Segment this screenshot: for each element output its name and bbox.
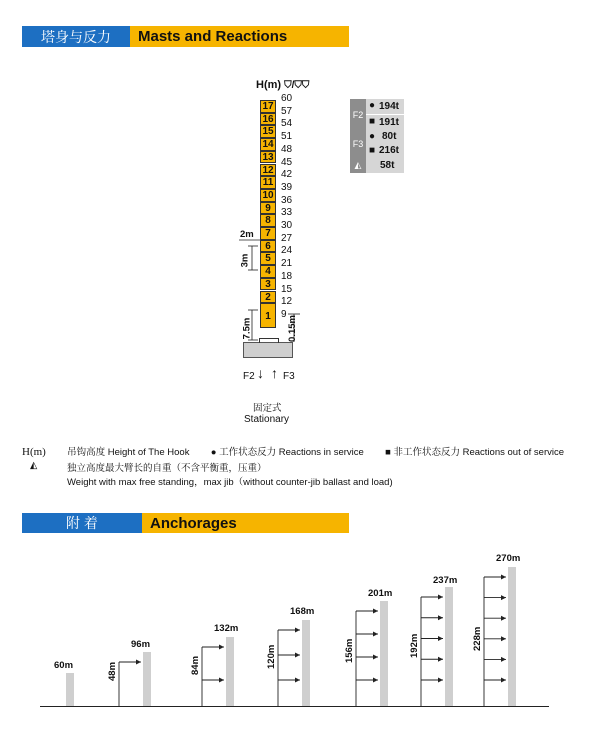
stationary-label-cn: 固定式 — [253, 403, 282, 414]
arrow-head-icon — [373, 678, 378, 683]
dim-0-15m-label: 0.15m — [286, 315, 298, 342]
anchorage-height-label: 60m — [54, 660, 74, 671]
mast-section-16: 16 — [260, 113, 276, 126]
arrow-head-icon — [136, 660, 141, 665]
anchorage-height-label: 270m — [496, 553, 521, 564]
mast-section-5: 5 — [260, 252, 276, 265]
legend-service-cn: 工作状态反力 — [219, 447, 277, 458]
hook-height-value: 21 — [281, 258, 293, 270]
arrow-head-icon — [373, 609, 378, 614]
hook-height-value: 15 — [281, 283, 293, 295]
hook-height-value: 60 — [281, 93, 293, 104]
reaction-f2-side: F2 — [350, 99, 366, 131]
legend-row-weight — [30, 460, 37, 471]
anchorage-spacing-label: 156m — [344, 638, 355, 663]
anchor-title-en: Anchorages — [142, 513, 349, 533]
arrow-head-icon — [295, 678, 300, 683]
arrow-head-icon — [219, 678, 224, 683]
anchorage-column — [380, 601, 388, 706]
hook-height-value: 33 — [281, 207, 293, 219]
weight-icon: ◭ — [350, 158, 366, 173]
hook-height-value: 51 — [281, 131, 293, 143]
arrow-head-icon — [501, 575, 506, 580]
arrow-head-icon — [501, 595, 506, 600]
anchorage-spacing-label: 84m — [190, 656, 201, 676]
dot-icon: ● — [210, 447, 217, 458]
legend-weight-en: Weight with max free standing，max jib（without counter-jib ballast and load) — [67, 477, 393, 488]
hook-height-value: 27 — [281, 232, 293, 244]
anchorage-spacing-label: 48m — [107, 661, 118, 681]
arrow-head-icon — [501, 616, 506, 621]
anchorage-height-label: 96m — [131, 639, 151, 650]
arrow-head-icon — [438, 678, 443, 683]
dim-2m-label: 2m — [240, 229, 254, 240]
dim-7-5m-label: 7.5m — [241, 317, 253, 340]
arrow-head-icon — [438, 615, 443, 620]
mast-section-2: 2 — [260, 291, 276, 304]
legend-out-cn: 非工作状态反力 — [393, 447, 460, 458]
legend-row-hook — [22, 444, 564, 458]
reaction-f2-service: ● 194t — [366, 99, 404, 114]
anchorage-spacing-label: 192m — [409, 633, 420, 658]
hook-height-value: 42 — [281, 169, 293, 181]
masts-title-cn: 塔身与反力 — [22, 26, 130, 47]
mast-section-13: 13 — [260, 151, 276, 164]
square-icon: ■ — [385, 447, 391, 458]
legend-out-en: Reactions out of service — [462, 447, 565, 458]
legend-h-symbol: H(m) — [22, 446, 46, 458]
anchorage-spacing-label: 120m — [266, 645, 277, 670]
anchor-title-cn: 附 着 — [22, 513, 142, 533]
reaction-f2-out: ■ 191t — [366, 115, 404, 130]
hook-height-value: 57 — [281, 105, 293, 117]
anchorage-column — [226, 637, 234, 706]
arrow-head-icon — [219, 645, 224, 650]
arrow-head-icon — [501, 636, 506, 641]
arrow-head-icon — [438, 657, 443, 662]
arrow-head-icon — [373, 655, 378, 660]
mast-section-8: 8 — [260, 214, 276, 227]
mast-section-11: 11 — [260, 176, 276, 189]
hook-height-value: 36 — [281, 194, 293, 206]
mast-section-15: 15 — [260, 125, 276, 138]
hook-height-value: 45 — [281, 156, 293, 168]
square-icon: ■ — [369, 116, 376, 127]
mast-section-9: 9 — [260, 202, 276, 215]
arrow-head-icon — [295, 628, 300, 633]
dim-3m-label: 3m — [239, 253, 251, 268]
mast-section-17: 17 — [260, 100, 276, 113]
legend-h-en: Height of The Hook — [107, 447, 190, 458]
mast-section-1: 1 — [260, 303, 276, 328]
mast-section-14: 14 — [260, 138, 276, 151]
mast-section-3: 3 — [260, 278, 276, 291]
anchorage-spacing-label: 228m — [472, 626, 483, 651]
anchorage-height-label: 201m — [368, 588, 393, 599]
arrow-head-icon — [438, 636, 443, 641]
weight-legend-icon: ◭ — [30, 460, 38, 471]
mast-section-4: 4 — [260, 265, 276, 278]
hook-height-value: 54 — [281, 118, 293, 130]
mast-section-12: 12 — [260, 164, 276, 177]
arrow-head-icon — [438, 595, 443, 600]
hook-height-value: 9 — [281, 308, 287, 320]
arrow-head-icon — [295, 653, 300, 658]
anchorage-column — [66, 673, 74, 706]
mast-section-7: 7 — [260, 227, 276, 240]
up-arrow-icon: ↑ — [271, 365, 278, 381]
dot-icon: ● — [369, 131, 376, 142]
anchorage-height-label: 237m — [433, 575, 458, 586]
hook-height-value: 48 — [281, 143, 293, 155]
legend-weight-cn: 独立高度最大臂长的自重（不含平衡重，压重） — [67, 463, 267, 474]
down-arrow-icon: ↓ — [257, 365, 264, 381]
mast-section-10: 10 — [260, 189, 276, 202]
anchorage-column — [445, 587, 453, 706]
reaction-f3-service: ● 80t — [366, 130, 404, 144]
hook-height-header — [256, 79, 309, 91]
hook-height-value: 18 — [281, 270, 293, 282]
square-icon: ■ — [369, 145, 376, 156]
legend-h-cn: 吊钩高度 — [67, 447, 106, 458]
anchorage-column — [143, 652, 151, 706]
arrow-head-icon — [373, 632, 378, 637]
anchorage-column — [302, 620, 310, 706]
stationary-label-en: Stationary — [244, 414, 290, 425]
hook-height-value: 12 — [281, 296, 293, 308]
arrow-head-icon — [501, 678, 506, 683]
reaction-weight: 58t — [366, 158, 404, 173]
f3-arrow-label: F3 — [283, 371, 295, 382]
anchorage-height-label: 168m — [290, 606, 315, 617]
dot-icon: ● — [369, 100, 376, 111]
anchorage-height-label: 132m — [214, 623, 239, 634]
legend-service-en: Reactions in service — [278, 447, 364, 458]
reaction-f3-out: ■ 216t — [366, 144, 404, 158]
anchorage-column — [508, 567, 516, 706]
hook-icon: ⛉/⛉⛉ — [284, 80, 310, 91]
hook-height-value: 24 — [281, 245, 293, 257]
masts-title-en: Masts and Reactions — [130, 26, 349, 47]
hook-height-label: H(m) — [256, 79, 282, 91]
f2-arrow-label: F2 — [243, 371, 255, 382]
arrow-head-icon — [501, 657, 506, 662]
hook-height-value: 30 — [281, 220, 293, 231]
mast-section-6: 6 — [260, 240, 276, 253]
reaction-f3-side: F3 — [350, 130, 366, 158]
hook-height-value: 39 — [281, 181, 293, 193]
